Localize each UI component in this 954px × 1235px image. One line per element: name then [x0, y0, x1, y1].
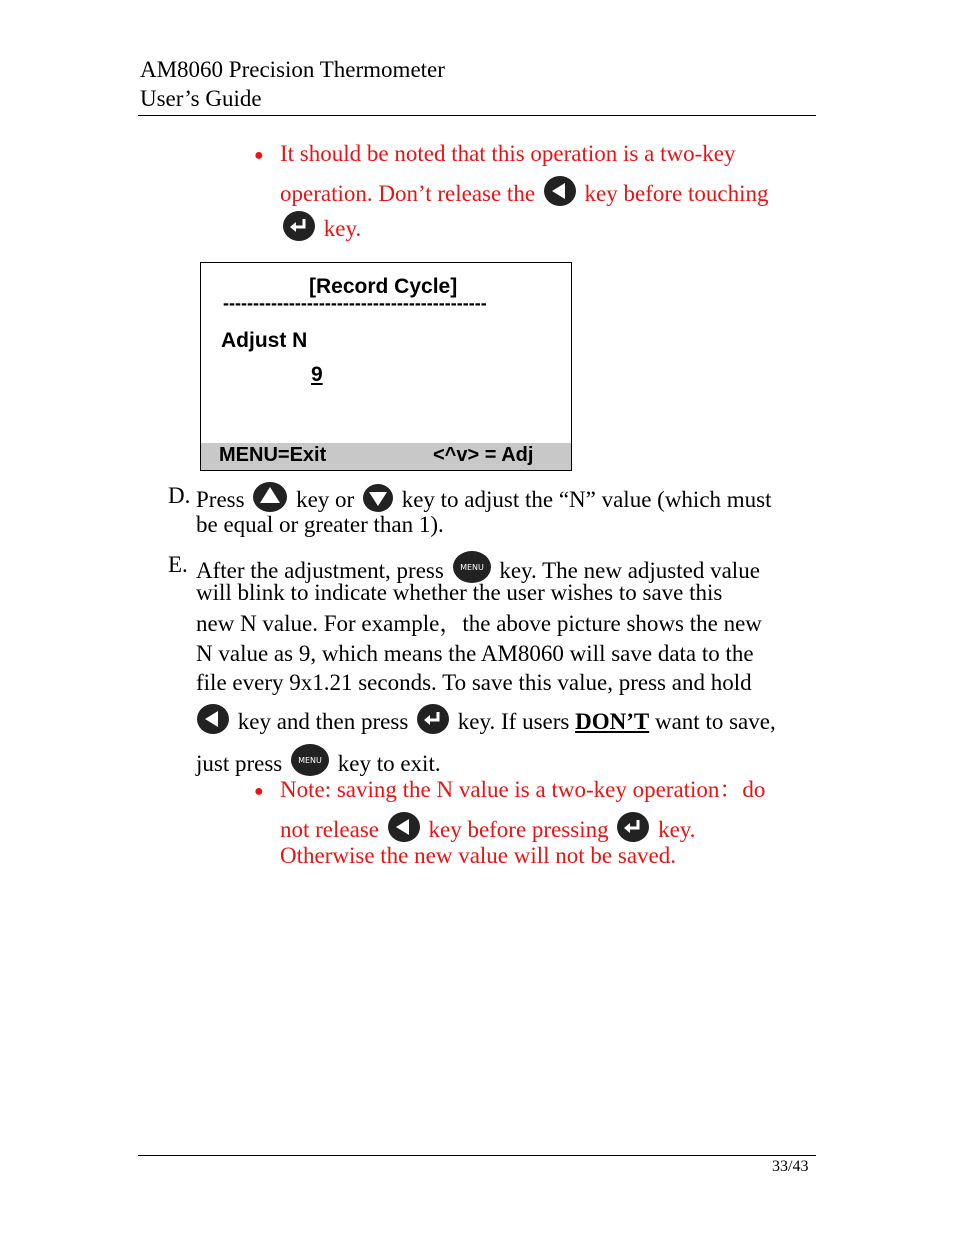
step-e-l1a: After the adjustment, press — [196, 558, 444, 583]
screen-title: [Record Cycle] — [309, 275, 458, 298]
step-e-l6d: want to save, — [654, 709, 776, 734]
screen-footer-right: <^v> = Adj — [433, 444, 534, 466]
step-d-t3: key to adjust the “N” value (which must — [401, 487, 772, 512]
footer-divider — [138, 1155, 816, 1156]
note2-l2a: not release — [280, 817, 379, 842]
step-d-t1: Press — [196, 487, 245, 512]
note1-line2b: key before touching — [584, 181, 769, 206]
bullet-1: ● — [254, 147, 264, 164]
menu-key-label: MENU — [298, 756, 322, 765]
step-e-l6a: key and then press — [237, 709, 409, 734]
header-title-line2: User’s Guide — [140, 86, 262, 111]
step-d-marker: D. — [168, 483, 191, 508]
screen-status-bar — [201, 443, 571, 470]
note2-line3: Otherwise the new value will not be saved. — [280, 843, 676, 868]
screen-label: Adjust N — [221, 329, 308, 352]
step-e-line3: new N value. For example，the above picture shows the new — [196, 611, 762, 636]
lcd-screen — [200, 262, 572, 471]
header-divider — [138, 115, 816, 116]
step-e-l7a: just press — [196, 751, 283, 776]
note1-line2a: operation. Don’t release the — [280, 181, 536, 206]
step-e-line7 — [196, 743, 441, 778]
document-header — [140, 55, 445, 113]
enter-key-icon — [416, 703, 450, 735]
menu-key-icon — [290, 743, 330, 777]
enter-key-icon — [282, 210, 316, 242]
note1-line2 — [280, 175, 768, 208]
down-key-icon — [362, 483, 394, 513]
page-number: 33/43 — [772, 1158, 809, 1175]
note2-line1: Note: saving the N value is a two-key operation：do — [280, 777, 766, 802]
step-e-marker: E. — [168, 552, 188, 577]
note1-line1: It should be noted that this operation is a two-key — [280, 141, 736, 166]
note2-l2b: key before pressing — [428, 817, 609, 842]
left-key-icon — [196, 703, 230, 735]
step-d-line2: be equal or greater than 1). — [196, 512, 444, 537]
screen-footer-left: MENU=Exit — [219, 444, 327, 466]
step-e-line2: will blink to indicate whether the user wishes to save this — [196, 580, 723, 605]
note2-l2c: key. — [658, 817, 696, 842]
left-key-icon — [543, 175, 577, 207]
enter-key-icon — [616, 811, 650, 843]
step-d-t2: key or — [296, 487, 355, 512]
up-key-icon — [252, 481, 288, 513]
bullet-2: ● — [254, 783, 264, 800]
screen-value: 9 — [311, 363, 323, 386]
header-title-line1: AM8060 Precision Thermometer — [140, 57, 445, 82]
screen-divider: -------------------------------------------- — [223, 293, 487, 313]
note1-line3 — [280, 210, 361, 243]
left-key-icon — [387, 811, 421, 843]
note2-line2 — [280, 811, 696, 844]
step-e-line5: file every 9x1.21 seconds. To save this value, press and hold — [196, 670, 752, 695]
note1-line3-text: key. — [323, 216, 362, 241]
menu-key-label: MENU — [459, 563, 484, 572]
step-e-l1b: key. The new adjusted value — [499, 558, 760, 583]
step-e-l7b: key to exit. — [337, 751, 441, 776]
step-e-line4: N value as 9, which means the AM8060 will save data to the — [196, 641, 754, 666]
step-e-line6 — [196, 703, 776, 736]
step-e-dont: DON’T — [575, 709, 650, 734]
step-e-l6b: key. If users — [457, 709, 570, 734]
